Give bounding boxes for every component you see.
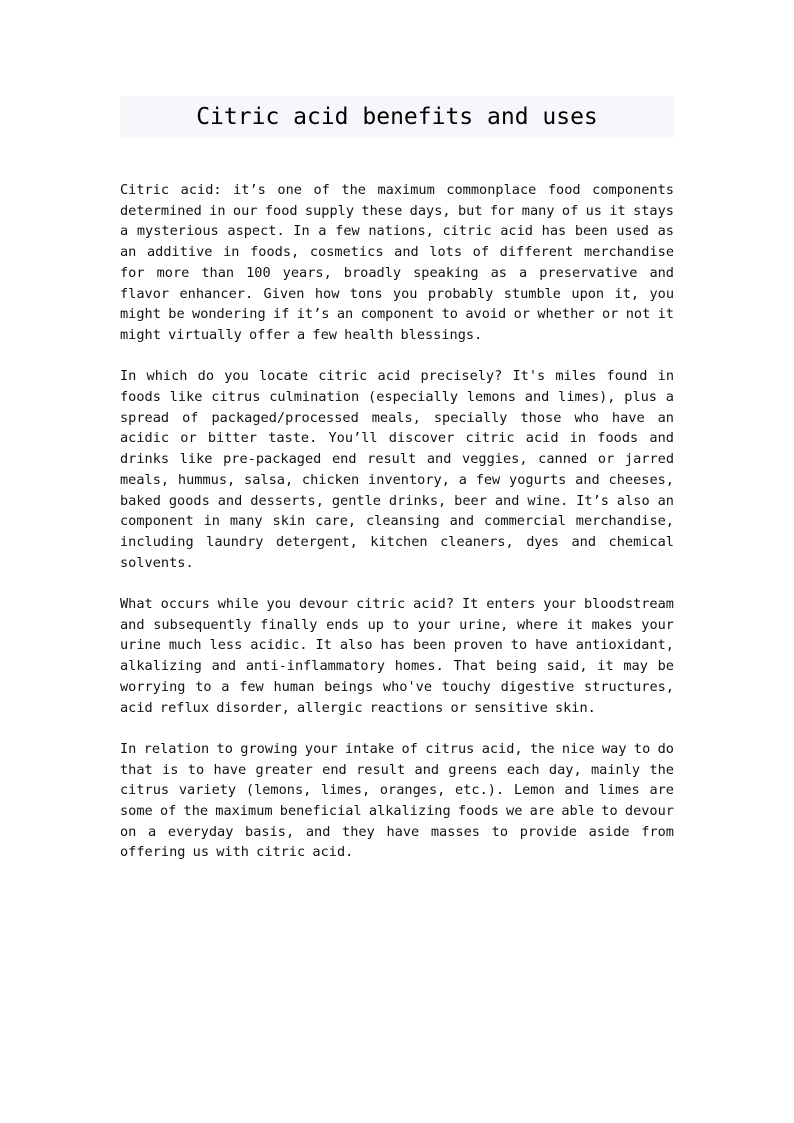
article-body xyxy=(120,180,674,884)
page-title: Citric acid benefits and uses xyxy=(196,104,598,130)
paragraph-effects: What occurs while you devour citric acid? It enters your bloodstream and subsequently finally ends up to your urine, where it makes your urine much less acidic. It also has been proven to have antioxidant, alkalizing and anti-inflammatory homes. That being said, it may be worrying to a few human beings who've touchy digestive structures, acid reflux disorder, allergic reactions or sensitive skin. xyxy=(120,596,674,716)
paragraph-intro: Citric acid: it’s one of the maximum commonplace food components determined in our food supply these days, but for many of us it stays a mysterious aspect. In a few nations, citric acid has been used as an additive in foods, cosmetics and lots of different merchandise for more than 100 years, broadly speaking as a preservative and flavor enhancer. Given how tons you probably stumble upon it, you might be wondering if it’s an component to avoid or whether or not it might virtually offer a few health blessings. xyxy=(120,182,674,343)
paragraph-intake: In relation to growing your intake of citrus acid, the nice way to do that is to have greater end result and greens each day, mainly the citrus variety (lemons, limes, oranges, etc.). Lemon and limes are some of the maximum beneficial alkalizing foods we are able to devour on a everyday basis, and they have masses to provide aside from offering us with citric acid. xyxy=(120,740,674,861)
title-banner xyxy=(120,96,674,138)
paragraph-sources: In which do you locate citric acid precisely? It's miles found in foods like citrus culmination (especially lemons and limes), plus a spread of packaged/processed meals, specially those who have an acidic or bitter taste. You’ll discover citric acid in foods and drinks like pre-packaged end result and veggies, canned or jarred meals, hummus, salsa, chicken inventory, a few yogurts and cheeses, baked goods and desserts, gentle drinks, beer and wine. It’s also an component in many skin care, cleansing and commercial merchandise, including laundry detergent, kitchen cleaners, dyes and chemical solvents. xyxy=(120,368,674,571)
